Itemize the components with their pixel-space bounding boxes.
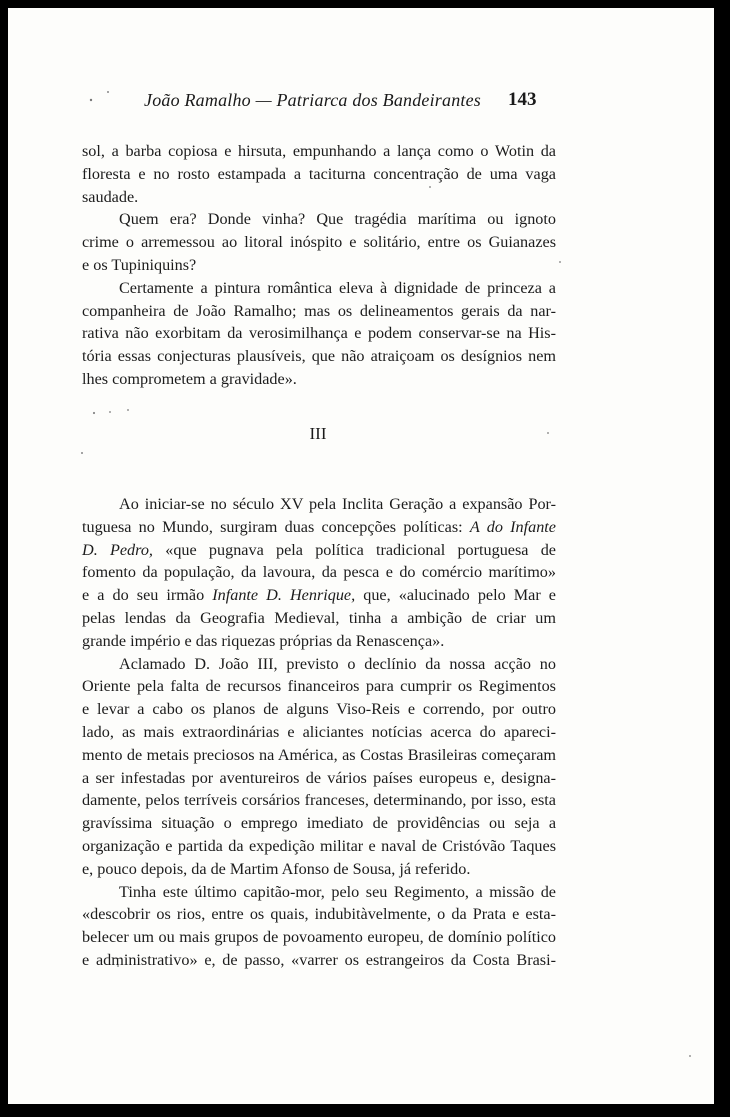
text-run: «que pugnava pela política tradicional portuguesa de <box>152 540 556 559</box>
text-line: Aclamado D. João III, previsto o declínio da nossa acção no <box>119 654 556 673</box>
text-line: damente, pelos terríveis corsários franceses, determinando, por isso, esta <box>82 791 556 810</box>
section-heading: III <box>309 424 327 443</box>
text-block-after-section <box>82 493 556 972</box>
text-line: organização e partida da expedição militar e naval de Cristóvão Taques <box>82 836 556 855</box>
text-line: floresta e no rosto estampada a taciturna concentração de uma vaga <box>82 164 556 183</box>
page-number: 143 <box>508 89 537 110</box>
text-line <box>82 584 556 607</box>
text-line: lado, as mais extraordinárias e aliciantes notícias acerca do apareci- <box>82 722 556 741</box>
text-run: que, «alucinado pelo Mar e <box>355 586 556 605</box>
text-line: grande império e das riquezas próprias da Renascença». <box>82 631 445 650</box>
text-line: e administrativo» e, de passo, «varrer os estrangeiros da Costa Brasi- <box>82 950 556 969</box>
text-line: Ao iniciar-se no século XV pela Inclita Geração a expansão Por- <box>119 495 556 513</box>
text-line: Quem era? Donde vinha? Que tragédia marítima ou ignoto <box>119 210 556 229</box>
text-line: sol, a barba copiosa e hirsuta, empunhando a lança como o Wotin da <box>82 142 556 160</box>
text-line: a ser infestadas por aventureiros de vários países europeus e, designa- <box>82 768 556 787</box>
text-line: e os Tupiniquins? <box>82 255 197 274</box>
text-line: fomento da população, da lavoura, da pesca e do comércio marítimo» <box>82 563 556 582</box>
text-line <box>82 539 556 562</box>
text-line: Tinha este último capitão-mor, pelo seu Regimento, a missão de <box>119 882 556 901</box>
text-line: tória essas conjecturas plausíveis, que não atraiçoam os desígnios nem <box>82 347 556 366</box>
running-title: João Ramalho — Patriarca dos Bandeirantes <box>144 90 482 110</box>
text-run: e a do seu irmão <box>82 586 213 605</box>
italic-run: A do Infante <box>469 517 556 536</box>
text-line: mento de metais preciosos na América, as Costas Brasileiras começaram <box>82 745 556 764</box>
text-line: gravíssima situação o emprego imediato de providências ou seja a <box>82 814 556 833</box>
text-line: saudade. <box>82 187 139 206</box>
text-line: pelas lendas da Geografia Medieval, tinha a ambição de criar um <box>82 608 556 627</box>
text-line: companheira de João Ramalho; mas os delineamentos gerais da nar- <box>82 301 556 320</box>
text-block-before-section <box>82 140 556 391</box>
text-run: tuguesa no Mundo, surgiram duas concepções políticas: <box>82 517 470 536</box>
text-line <box>82 516 556 539</box>
text-line: e levar a cabo os planos de alguns Viso-Reis e correndo, por outro <box>82 700 556 719</box>
text-line: lhes comprometem a gravidade». <box>82 369 297 388</box>
text-line: Certamente a pintura romântica eleva à dignidade de princeza a <box>119 278 556 297</box>
running-header <box>0 86 730 116</box>
text-line: belecer um ou mais grupos de povoamento europeu, de domínio político <box>82 928 556 947</box>
italic-run: D. Pedro, <box>82 540 153 559</box>
text-line: e, pouco depois, da de Martim Afonso de Sousa, já referido. <box>82 859 471 878</box>
text-line: crime o arremessou ao litoral inóspito e solitário, entre os Guianazes <box>82 233 556 252</box>
italic-run: Infante D. Henrique, <box>212 586 356 605</box>
text-line: rativa não exorbitam da verosimilhança e podem conservar-se na His- <box>82 324 556 343</box>
text-line: «descobrir os rios, entre os quais, indubitàvelmente, o da Prata e esta- <box>82 905 556 924</box>
text-line: Oriente pela falta de recursos financeiros para cumprir os Regimentos <box>82 677 556 696</box>
